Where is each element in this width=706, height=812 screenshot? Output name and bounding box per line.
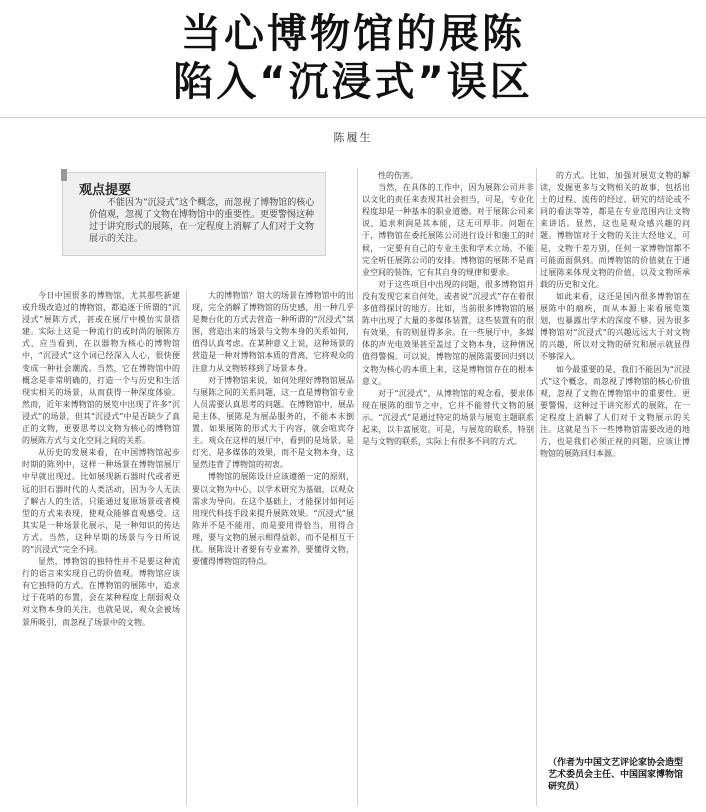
column-divider xyxy=(186,290,187,806)
paragraph: 对于“沉浸式”，从博物馆的观念看，要求体现在展陈的细节之中，它并不能替代文物的展示。“沉浸式”是通过特定的场景与展览主题联系起来，以丰富展览。可是，与展览的联系，特别是与文物的联系，实际上有很多不同的方式。 xyxy=(362,388,534,447)
paragraph: 如今最重要的是，我们不能因为“沉浸式”这个概念，而忽视了博物馆的核心价值观，忽视了文物在博物馆中的重要性。更要警惕，这种过于讲究形式的展陈，在一定程度上消解了人们对于文物展示的关注。这就是当下一些博物馆需要改进的地方，也是我们必须正视的问题，应该让博物馆的展陈回归本源。 xyxy=(540,364,690,459)
article-column-1 xyxy=(22,290,180,806)
paragraph: 对于博物馆来说，如何处理好博物馆展品与展陈之间的关系问题，这一直是博物馆专业人员需要认真思考的问题。在博物馆中，展品是主体，展陈是为展品服务的，不能本末倒置。如果展陈的形式大于内容，就会喧宾夺主。观众在这样的展厅中，看到的是场景、是灯光、是多媒体的效果，而不是文物本身，这显然违背了博物馆的初衷。 xyxy=(192,375,354,470)
abstract-title: 观点提要 xyxy=(79,183,132,198)
paragraph: 对于这些项目中出现的问题，很多博物馆并没有发现它来自何处，或者说“沉浸式”存在着很多值得探讨的地方。比如，当前很多博物馆的展陈中出现了大量的多媒体装置，这些装置有的很有效果，有的则显得多余。在一些展厅中，多媒体的声光电效果甚至盖过了文物本身，这种情况值得警惕。可以说，博物馆的展陈需要回归到以文物为核心的本质上来，这是博物馆存在的根本意义。 xyxy=(362,279,534,386)
author-credentials: （作者为中国文艺评论家协会造型艺术委员会主任、中国国家博物馆研究员） xyxy=(548,758,684,792)
abstract-marker xyxy=(61,169,67,181)
article-column-2 xyxy=(192,290,354,806)
article-column-4 xyxy=(540,170,690,750)
article-column-3 xyxy=(362,170,534,806)
paragraph: 如此来看，这还是国内很多博物馆在展陈中的痼疾，而从本源上来看展览策划，也暴露出学术的深度不够。因为很多博物馆对“沉浸式”的兴趣远远大于对文物的兴趣，所以对文物的研究和展示就显得不够深入。 xyxy=(540,291,690,362)
paragraph: 显然，博物馆的独特性并不是要这种流行的语言来实现自己的价值观。博物馆应该有它独特的方式。在博物馆的展陈中，追求过于花哨的布置，会在某种程度上削弱观众对文物本身的关注，也就是说，观众会被场景所吸引，而忽视了场景中的文物。 xyxy=(22,557,180,627)
column-divider xyxy=(536,168,537,806)
paragraph: 的方式。比如，加强对展览文物的解读，发掘更多与文物相关的故事，包括出土的过程、流传的经过、研究的结论或不同的看法等等，都是在专业范围内让文物来讲话。显然，这也是观众感兴趣的问题。博物馆对于文物的关注大经地义，可是，文物千差万别，任何一家博物馆都不可能面面俱到。而博物馆的价值就在于通过展陈来体现文物的价值，以及文物所承载的历史和文化。 xyxy=(540,171,690,289)
paragraph: 大的博物馆？馆大的场景在博物馆中的出现，完全消解了博物馆的历史感，用一种几乎是舞台化的方式去营造一种所谓的“沉浸式”氛围，营造出来的场景与文物本身的关系如何，值得认真考虑。在某种意义上说，这种场景的营造是一种对博物馆本质的背离，它将观众的注意力从文物转移到了场景本身。 xyxy=(192,291,354,373)
paragraph: 博物馆的展陈设计应该遵循一定的原则，要以文物为中心，以学术研究为基础，以观众需求为导向。在这个基础上，才能探讨如何运用现代科技手段来提升展陈效果。“沉浸式”展陈并不是不能用，而是要用得恰当，用得合理，要与文物的展示相得益彰，而不是相互干扰。展陈设计者要有专业素养，要懂得文物，要懂得博物馆的特点。 xyxy=(192,472,354,567)
paragraph: 今日中国很多的博物馆，尤其那些新建或升级改造过的博物馆，都追逐于所谓的“沉浸式”展陈方式，甚或在展厅中模仿实景搭建。实际上这是一种流行的或时尚的展陈方式，应当看到，在以器物为核心的博物馆中，“沉浸式”这个词已经深入人心，很快便变成一种社会潮流。当然，它在博物馆中的概念是非常明确的，打造一个与历史和生活现实相关的场景，从而获得一种深度体验。然而，近年来博物馆的展览中出现了许多“沉浸式”的场景，但其“沉浸式”中是否缺少了真正的文物，更要思考以文物为核心的博物馆的展陈方式与文化空间之间的关系。 xyxy=(22,291,180,446)
headline-line-1: 当心博物馆的展陈 xyxy=(181,11,525,57)
headline-line-2: 陷入“沉浸式”误区 xyxy=(173,59,533,105)
author-byline: 陈履生 xyxy=(333,131,373,144)
headline-divider xyxy=(0,117,706,118)
abstract-text: 不能因为“沉浸式”这个概念，而忽视了博物馆的核心价值观，忽视了文物在博物馆中的重要性。更要警惕这种过于讲究形式的展陈，在一定程度上消解了人们对于文物展示的关注。 xyxy=(89,198,315,244)
paragraph: 当然，在具体的工作中，因为展陈公司并非以文化的责任来表现其社会担当，可是，专业化程度却是一种基本的职业道德。对于展陈公司来说，追求利润是其本能，这无可厚非。问题在于，博物馆在委托展陈公司进行设计和施工的时候，一定要有自己的专业主张和学术立场，不能完全听任展陈公司的安排。博物馆的展陈不是商业空间的装饰，它有其自身的规律和要求。 xyxy=(362,183,534,277)
column-divider xyxy=(357,168,358,806)
paragraph: 性的伤害。 xyxy=(378,171,418,180)
abstract-box xyxy=(62,172,326,256)
paragraph: 从历史的发展来看，在中国博物馆起步时期的陈列中，这样一种场景在博物馆展厅中早就出现过。比如展现新石器时代或者更远的旧石器时代的人类活动，因为今人无法了解古人的生活，只能通过复原场景或者模型的方式来表现，使观众能够直观感受。这其实是一种场景化展示，是一种知识的传达方式。当然，这种早期的场景与今日所说的“沉浸式”完全不同。 xyxy=(22,448,180,554)
